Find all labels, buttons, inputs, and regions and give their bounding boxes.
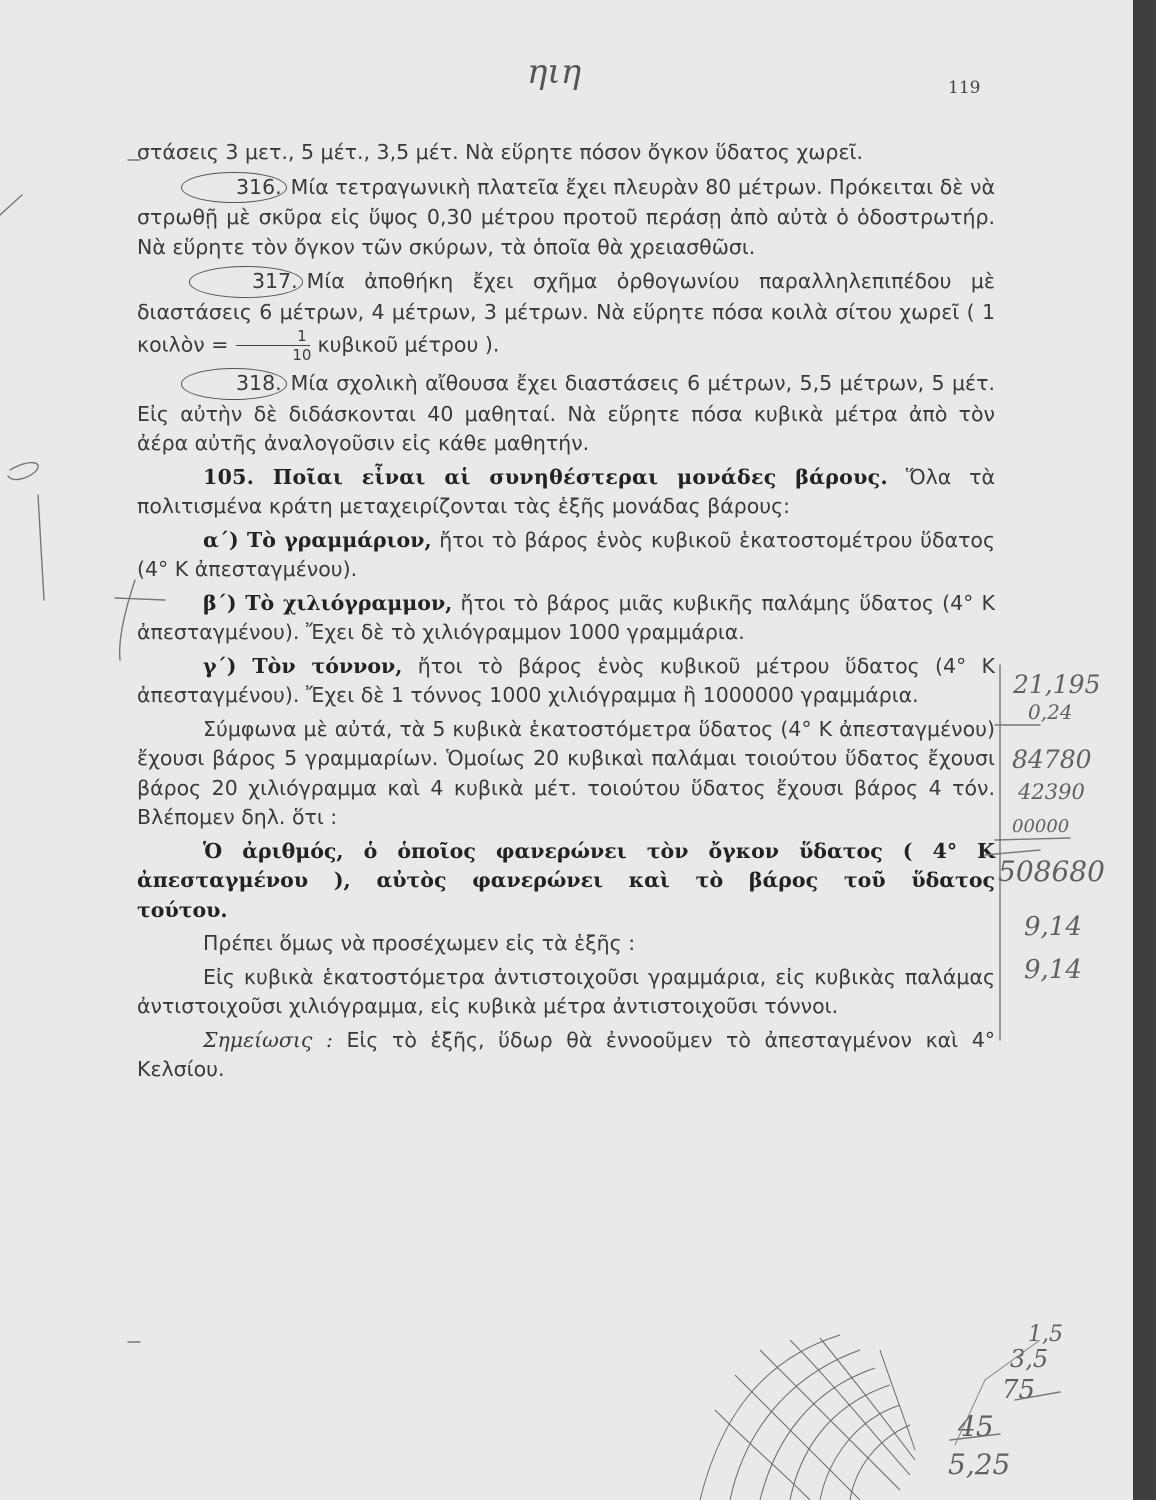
handwritten-number: 00000 [1012, 816, 1070, 837]
handwritten-number: 0,24 [1028, 700, 1073, 724]
margin-stroke [38, 495, 44, 600]
exercise-number-316: 316. [181, 172, 287, 204]
unit-kilogram-text: ἤτοι τὸ βάρος μιᾶς κυβικῆς παλάμης ὕδατος (4° Κ ἀπεσταγμένου). Ἔχει δὲ τὸ χιλιόγραμμον 1000 γραμμάρια. [137, 590, 995, 644]
handwritten-number: 75 [1002, 1375, 1036, 1405]
margin-stroke [115, 598, 165, 600]
exercise-316-text: Μία τετραγωνικὴ πλατεῖα ἔχει πλευρὰν 80 μέτρων. Πρόκειται δὲ νὰ στρωθῇ μὲ σκῦρα εἰς ὕψος 0,30 μέτρου προτοῦ περάσῃ ἀπὸ αὐτὰ ὁ ὁδοστρωτήρ. Νὰ εὕρητε τὸν ὄγκον τῶν σκύρων, τὰ ὁποῖα θὰ χρειασθῶσι. [137, 174, 995, 259]
paragraph-continuation: στάσεις 3 μετ., 5 μέτ., 3,5 μέτ. Νὰ εὕρητε πόσον ὄγκον ὕδατος χωρεῖ. [137, 140, 863, 164]
paragraph-accordingly: Σύμφωνα μὲ αὐτά, τὰ 5 κυβικὰ ἑκατοστόμετρα ὕδατος (4° Κ ἀπεσταγμένου) ἔχουσι βάρος 5 γραμμαρίων. Ὁμοίως 20 κυβικαὶ παλάμαι τοιούτου ὕδατος ἔχουσι βάρος 20 χιλιόγραμμα καὶ 4 κυβικὰ μέτ. τοιούτου ὕδατος ἔχουσι βάρος 4 τόν. Βλέπομεν δηλ. ὅτι : [137, 716, 995, 829]
unit-gram-text: ἤτοι τὸ βάρος ἑνὸς κυβικοῦ ἑκατοστομέτρου ὕδατος (4° Κ ἀπεσταγμένου). [137, 527, 995, 581]
unit-kilogram-label: β΄) Τὸ χιλιόγραμμον, [203, 590, 453, 615]
paragraph-correspondence: Εἰς κυβικὰ ἑκατοστόμετρα ἀντιστοιχοῦσι γραμμάρια, εἰς κυβικὰς παλάμας ἀντιστοιχοῦσι χιλιόγραμμα, εἰς κυβικὰ μέτρα ἀντιστοιχοῦσι τόννοι. [137, 964, 995, 1018]
handwritten-number: 21,195 [1013, 670, 1101, 699]
margin-stroke [995, 838, 1070, 840]
handwritten-number: 42390 [1018, 780, 1085, 804]
handwritten-number: 84780 [1012, 745, 1092, 774]
handwritten-number: 45 [958, 1410, 994, 1443]
page-number: 119 [948, 78, 981, 98]
page-edge-shadow [1133, 0, 1156, 1500]
handwritten-number: 9,14 [1024, 912, 1082, 942]
note-label: Σημείωσις : [203, 1027, 333, 1052]
exercise-318-text: Μία σχολικὴ αἴθουσα ἔχει διαστάσεις 6 μέτρων, 5,5 μέτρων, 5 μέτ. Εἰς αὐτὴν δὲ διδάσκονται 40 μαθηταί. Νὰ εὕρητε πόσα κυβικὰ μέτρα ἀπὸ τὸν ἀέρα αὐτῆς ἀναλογοῦσιν εἰς κάθε μαθητήν. [137, 371, 995, 455]
rule-line-2: ἀπεσταγμένου ), αὐτὸς φανερώνει καὶ τὸ βάρος τοῦ ὕδατος [137, 868, 995, 892]
handwritten-number: 5,25 [948, 1448, 1011, 1481]
note-text: Εἰς τὸ ἑξῆς, ὕδωρ θὰ ἐννοοῦμεν τὸ ἀπεσταγμένον καὶ 4° Κελσίου. [137, 1027, 995, 1081]
fraction-numerator: 1 [236, 327, 310, 346]
exercise-number-317: 317. [189, 266, 303, 298]
exercise-number-318: 318. [181, 368, 287, 400]
rule-line-1: Ὁ ἀριθμός, ὁ ὁποῖος φανερώνει τὸν ὄγκον ὕδατος ( 4° Κ [203, 838, 995, 863]
fraction-denominator: 10 [292, 346, 312, 364]
handwritten-number: 1,5 [1028, 1322, 1063, 1347]
handwritten-scribble: ηιη [527, 52, 582, 92]
handwritten-number: 3,5 [1010, 1345, 1049, 1373]
rule-line-3: τούτου. [137, 897, 228, 922]
paragraph-attention: Πρέπει ὅμως νὰ προσέχωμεν εἰς τὰ ἑξῆς : [203, 931, 636, 955]
handwritten-number: 9,14 [1024, 955, 1082, 985]
handwritten-number: 508680 [998, 855, 1105, 888]
margin-stroke [955, 1340, 1040, 1445]
margin-stroke [985, 850, 1040, 855]
exercise-317-text: Μία ἀποθήκη ἔχει σχῆμα ὀρθογωνίου παραλληλεπιπέδου μὲ διαστάσεις 6 μέτρων, 4 μέτρων, 3 μέτρων. Νὰ εὕρητε πόσα κοιλὰ σίτου χωρεῖ ( 1 κοιλὸν = [137, 269, 995, 357]
unit-gram-label: α΄) Τὸ γραμμάριον, [203, 527, 432, 552]
unit-ton-text: ἤτοι τὸ βάρος ἑνὸς κυβικοῦ μέτρου ὕδατος (4° Κ ἀπεσταγμένου). Ἔχει δὲ 1 τόννος 1000 χιλιόγραμμα ἢ 1000000 γραμμάρια. [137, 653, 995, 707]
margin-stroke [8, 463, 38, 480]
unit-ton-label: γ΄) Τὸν τόννον, [203, 653, 403, 678]
exercise-317-text-end: κυβικοῦ μέτρου ). [317, 332, 500, 357]
crosshatch-scribble [700, 1335, 915, 1500]
margin-stroke [0, 195, 22, 215]
margin-stroke [120, 580, 135, 660]
margin-stroke [1015, 1392, 1060, 1400]
section-intro: Ὅλα τὰ πολιτισμένα κράτη μεταχειρίζονται τὰς ἑξῆς μονάδας βάρους: [137, 464, 995, 518]
section-heading: 105. Ποῖαι εἶναι αἱ συνηθέστεραι μονάδες βάρους. [203, 464, 888, 489]
